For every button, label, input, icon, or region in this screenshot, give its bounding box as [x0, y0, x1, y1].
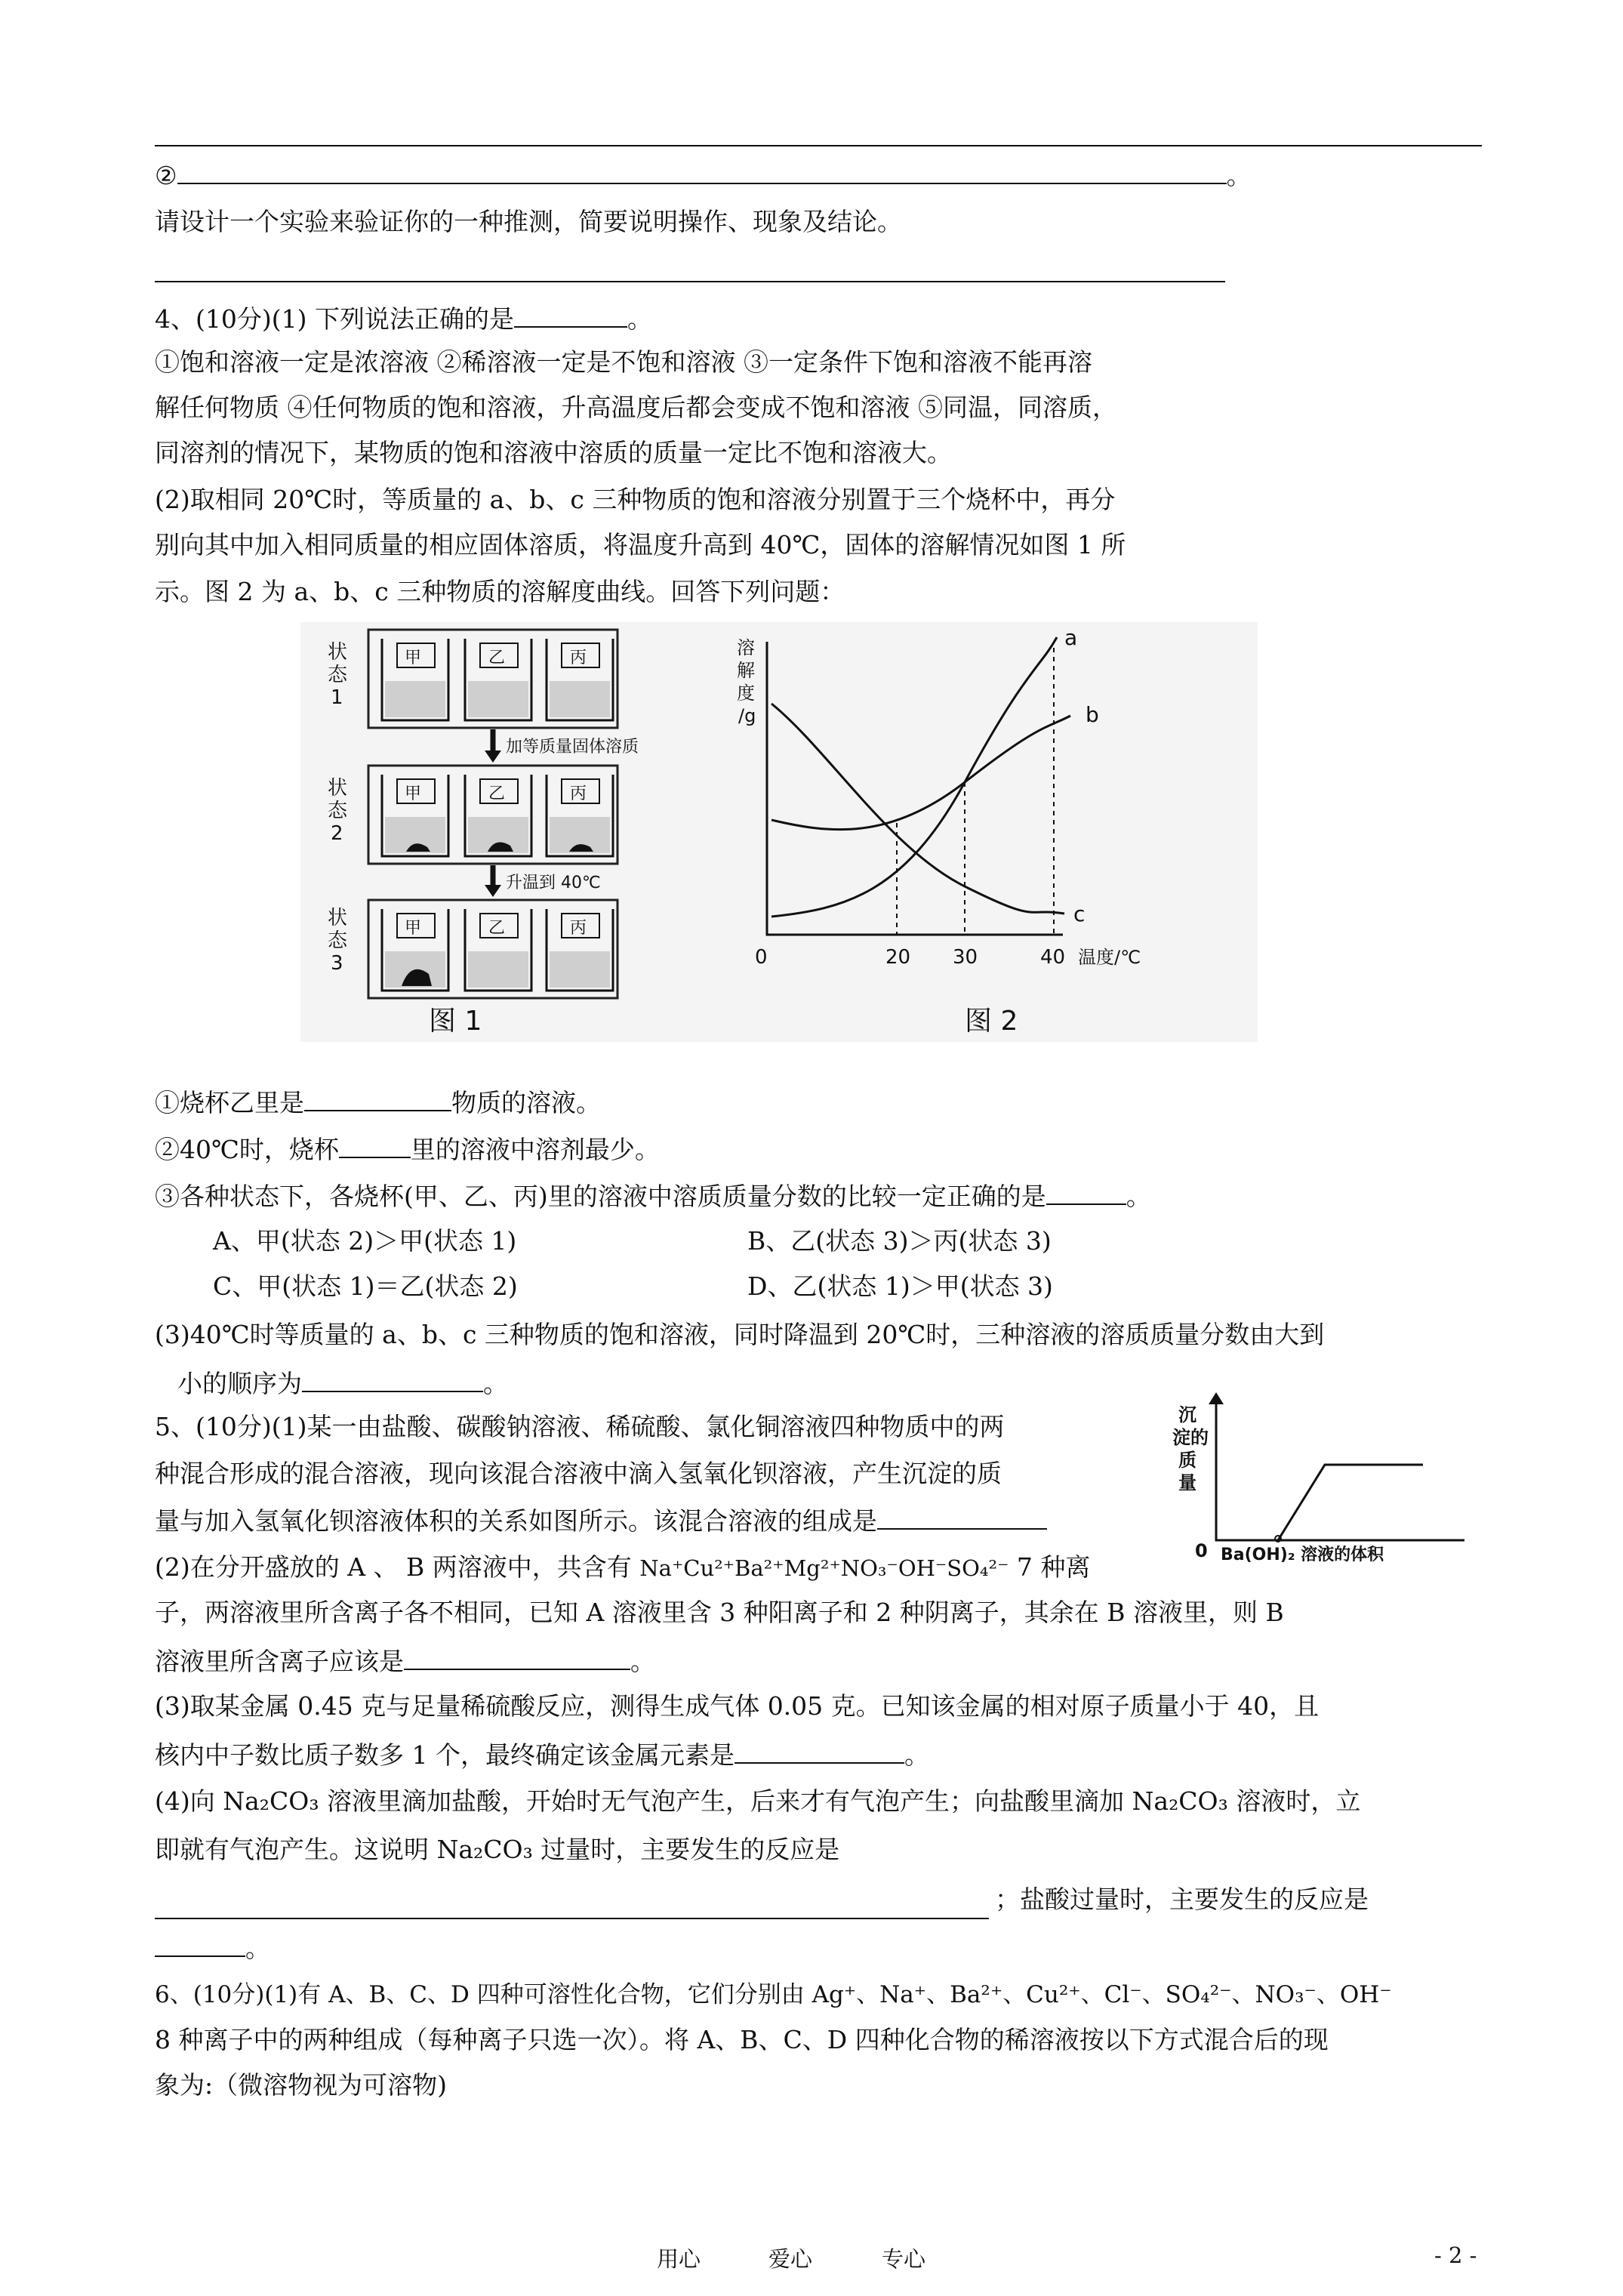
q4-sub3-blank[interactable]: [1046, 1178, 1126, 1205]
q5-line3: 量与加入氢氧化钡溶液体积的关系如图所示。该混合溶液的组成是: [155, 1502, 1047, 1538]
beaker-label: 乙: [488, 649, 506, 667]
q5-line12: 。: [155, 1930, 270, 1965]
q4-sub1: ①烧杯乙里是 物质的溶液。: [155, 1084, 601, 1120]
q6-line3: 象为:（微溶物视为可溶物): [155, 2070, 447, 2100]
state1-label-2: 态: [328, 664, 348, 686]
arrow1-label: 加等质量固体溶质: [506, 738, 639, 757]
fig2-xtick-40: 40: [1040, 946, 1066, 969]
q4-sub2-blank[interactable]: [339, 1131, 411, 1158]
q4-part3-line1: (3)40℃时等质量的 a、b、c 三种物质的饱和溶液，同时降温到 20℃时，三种溶液的溶质质量分数由大到: [155, 1320, 1325, 1349]
q5-precipitate-graph: [1166, 1389, 1468, 1584]
q5-graph-origin: 0: [1195, 1540, 1208, 1561]
beaker-label: 甲: [405, 919, 422, 938]
beaker-label: 甲: [405, 649, 422, 667]
fig2-xtick-30: 30: [953, 946, 978, 969]
q5-graph-xlabel: Ba(OH)₂ 溶液的体积: [1221, 1546, 1384, 1564]
beaker-label: 丙: [570, 919, 587, 938]
q4-option-d: D、乙(状态 1)＞甲(状态 3): [747, 1271, 1053, 1301]
curve-b: [771, 716, 1070, 830]
q5-line11-blank[interactable]: [155, 1918, 989, 1919]
figures-svg: [300, 622, 1258, 1042]
fig2-xlabel: 温度/℃: [1078, 947, 1141, 968]
state2-label-3: 2: [331, 822, 343, 845]
q4-option-c: C、甲(状态 1)＝乙(状态 2): [213, 1271, 518, 1301]
fig1-caption: 图 1: [429, 1006, 482, 1037]
beaker-row-1: [382, 639, 613, 720]
q5-line7: (3)取某金属 0.45 克与足量稀硫酸反应，测得生成气体 0.05 克。已知该金属的相对原子质量小于 40，且: [155, 1691, 1320, 1721]
fig2-axes: [767, 642, 1063, 935]
q5-line5: 子，两溶液里所含离子各不相同，已知 A 溶液里含 3 种阳离子和 2 种阴离子，其余在 B 溶液里，则 B: [155, 1598, 1284, 1627]
arrow2-label: 升温到 40℃: [506, 874, 601, 892]
q4-line6: 别向其中加入相同质量的相应固体溶质，将温度升高到 40℃，固体的溶解情况如图 1 所: [155, 530, 1126, 559]
q3-answer-line[interactable]: [155, 281, 1225, 282]
beaker-label: 丙: [570, 784, 587, 803]
q5-graph-ylabel-3: 质: [1178, 1450, 1196, 1471]
q5-graph-svg: [1166, 1389, 1468, 1584]
q5-graph-ylabel-2: 淀的: [1172, 1427, 1209, 1448]
arrow2-head: [485, 885, 501, 897]
figure1: [328, 630, 639, 1037]
q5-graph-line: [1278, 1465, 1423, 1540]
fig2-ylabel-2: 解: [737, 660, 755, 681]
q3-item2-blank[interactable]: [177, 157, 1227, 184]
q5-graph-axes: [1216, 1395, 1464, 1540]
q5-line8-blank[interactable]: [735, 1737, 904, 1764]
state1-label-1: 状: [328, 641, 348, 664]
beaker-label: 乙: [488, 919, 506, 938]
q4-answer-blank[interactable]: [514, 300, 627, 328]
q4-line2: ①饱和溶液一定是浓溶液 ②稀溶液一定是不饱和溶液 ③一定条件下饱和溶液不能再溶: [155, 347, 1092, 377]
curve-c-label: c: [1073, 901, 1086, 926]
header-rule: [155, 145, 1482, 146]
q6-line1: 6、(10分)(1)有 A、B、C、D 四种可溶性化合物，它们分别由 Ag⁺、Na⁺、Ba²⁺、Cu²⁺、Cl⁻、SO₄²⁻、NO₃⁻、OH⁻: [155, 1981, 1392, 2008]
q4-option-b: B、乙(状态 3)＞丙(状态 3): [747, 1226, 1052, 1256]
footer-slogan-3: 专心: [882, 2246, 926, 2272]
figure-panel: [300, 622, 1258, 1042]
q5-line11: ；盐酸过量时，主要发生的反应是: [995, 1885, 1369, 1914]
q5-line9: (4)向 Na₂CO₃ 溶液里滴加盐酸，开始时无气泡产生，后来才有气泡产生；向盐酸里滴加 Na₂CO₃ 溶液时，立: [155, 1786, 1361, 1816]
beaker-label: 甲: [405, 784, 422, 803]
q5-line12-blank[interactable]: [155, 1930, 245, 1957]
state3-label-2: 态: [328, 929, 348, 952]
q5-line4: (2)在分开盛放的 A 、 B 两溶液中，共含有 Na⁺Cu²⁺Ba²⁺Mg²⁺NO₃⁻OH⁻SO₄²⁻ 7 种离: [155, 1552, 1091, 1582]
q3-design-prompt: 请设计一个实验来验证你的一种推测，简要说明操作、现象及结论。: [155, 207, 902, 236]
q5-graph-ylabel-4: 量: [1178, 1472, 1196, 1493]
curve-a: [771, 637, 1057, 917]
curve-c: [771, 704, 1064, 914]
q5-line1: 5、(10分)(1)某一由盐酸、碳酸钠溶液、稀硫酸、氯化铜溶液四种物质中的两: [155, 1412, 1005, 1441]
state2-label-2: 态: [328, 800, 348, 822]
q4-part3-line2: 小的顺序为 。: [177, 1365, 508, 1401]
state2-label-1: 状: [328, 777, 348, 800]
beaker-row-2: [382, 775, 613, 856]
q4-line3: 解任何物质 ④任何物质的饱和溶液，升高温度后都会变成不饱和溶液 ⑤同温，同溶质，: [155, 393, 1117, 422]
fig2-ylabel-1: 溶: [737, 637, 755, 658]
q4-line5: (2)取相同 20℃时，等质量的 a、b、c 三种物质的饱和溶液分别置于三个烧杯中，再分: [155, 485, 1116, 514]
q5-line3-blank[interactable]: [877, 1502, 1047, 1530]
fig2-origin: 0: [755, 946, 768, 969]
curve-b-label: b: [1086, 702, 1099, 727]
q3-item2-label: ②: [155, 161, 177, 190]
curve-a-label: a: [1064, 625, 1078, 650]
q5-line6-blank[interactable]: [404, 1643, 630, 1670]
q5-ions: Na⁺Cu²⁺Ba²⁺Mg²⁺NO₃⁻OH⁻SO₄²⁻: [639, 1555, 1009, 1581]
q5-graph-ylabel-1: 沉: [1178, 1404, 1196, 1425]
q4-option-a: A、甲(状态 2)＞甲(状态 1): [213, 1226, 517, 1256]
q5-line2: 种混合形成的混合溶液，现向该混合溶液中滴入氢氧化钡溶液，产生沉淀的质: [155, 1459, 1002, 1488]
arrow1-head: [485, 750, 501, 763]
q5-graph-y-arrow: [1209, 1392, 1224, 1404]
q4-sub2: ②40℃时，烧杯 里的溶液中溶剂最少。: [155, 1131, 660, 1166]
page-number: - 2 -: [1434, 2242, 1477, 2268]
fig2-ylabel-3: 度: [737, 683, 755, 704]
q4-line7: 示。图 2 为 a、b、c 三种物质的溶解度曲线。回答下列问题：: [155, 577, 845, 606]
q4-part3-blank[interactable]: [302, 1365, 483, 1392]
q6-line2: 8 种离子中的两种组成（每种离子只选一次）。将 A、B、C、D 四种化合物的稀溶液按以下方式混合后的现: [155, 2025, 1329, 2054]
q4-sub3: ③各种状态下，各烧杯(甲、乙、丙)里的溶液中溶质质量分数的比较一定正确的是 。: [155, 1178, 1151, 1213]
fig2-caption: 图 2: [965, 1006, 1018, 1037]
footer-slogan-2: 爱心: [768, 2246, 813, 2272]
state1-label-3: 1: [331, 686, 343, 709]
q5-line8: 核内中子数比质子数多 1 个，最终确定该金属元素是 。: [155, 1737, 929, 1772]
q5-line6: 溶液里所含离子应该是 。: [155, 1643, 655, 1678]
state3-label-1: 状: [328, 907, 348, 929]
fig2-xtick-20: 20: [885, 946, 911, 969]
beaker-row-3: [382, 909, 613, 991]
fig2-ylabel-4: /g: [738, 705, 756, 726]
beaker-label: 乙: [488, 784, 506, 803]
figure2: [737, 625, 1141, 1037]
q5-line10: 即就有气泡产生。这说明 Na₂CO₃ 过量时，主要发生的反应是: [155, 1835, 840, 1864]
q3-item2: ② 。: [155, 157, 1252, 193]
footer-slogan-1: 用心: [657, 2246, 701, 2272]
q4-sub1-blank[interactable]: [304, 1084, 451, 1111]
q4-line4: 同溶剂的情况下，某物质的饱和溶液中溶质的质量一定比不饱和溶液大。: [155, 438, 952, 467]
beaker-label: 丙: [570, 649, 587, 667]
state3-label-3: 3: [331, 952, 343, 975]
q4-line1: 4、(10分)(1) 下列说法正确的是 。: [155, 300, 652, 336]
